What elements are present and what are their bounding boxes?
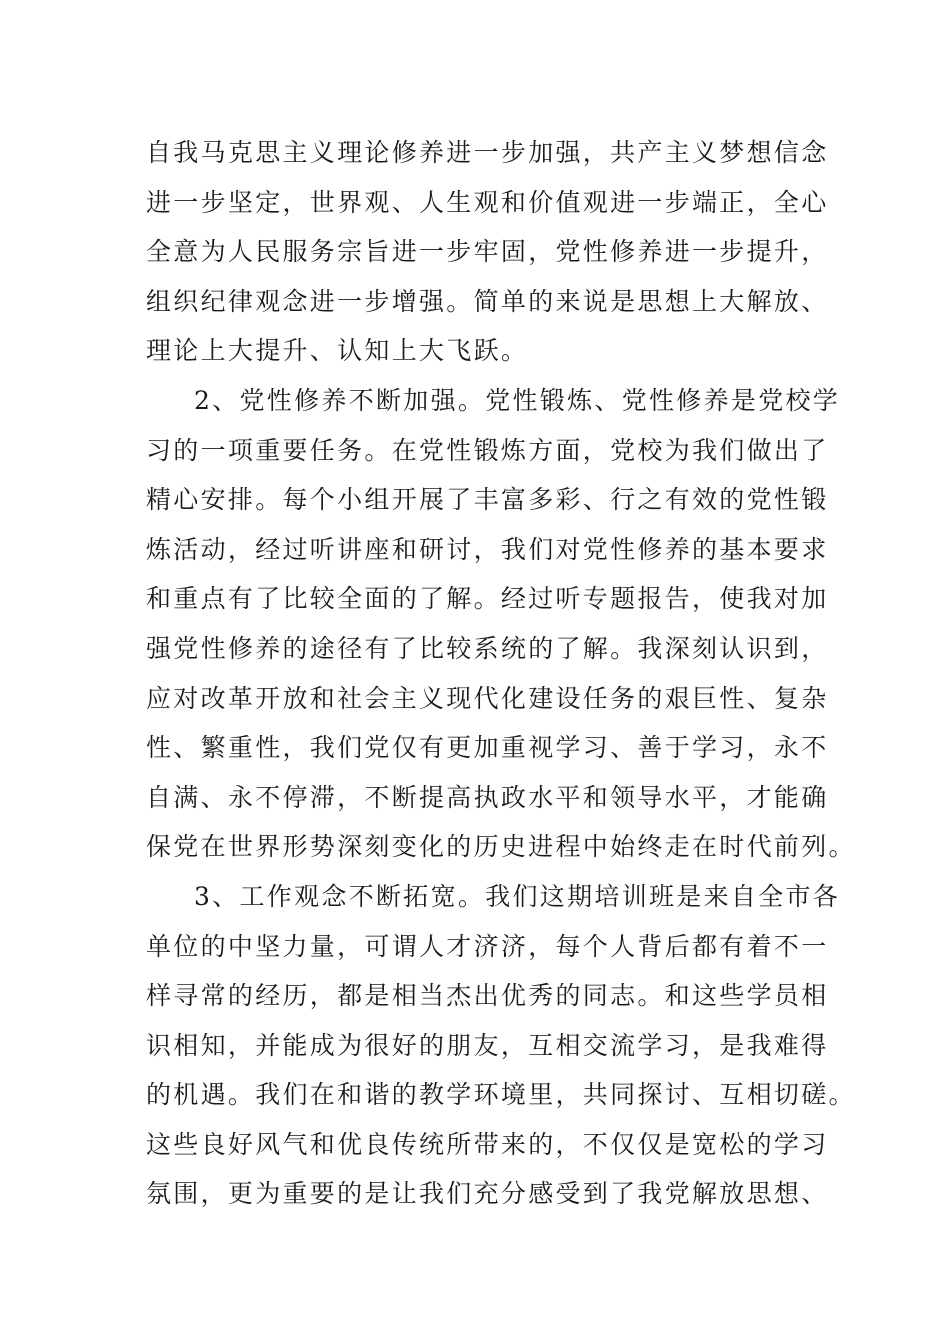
text-line: 氛围，更为重要的是让我们充分感受到了我党解放思想、 [146,1179,829,1209]
text-line: 组织纪律观念进一步增强。简单的来说是思想上大解放、 [146,286,829,316]
paragraph-3-first-line: 3、工作观念不断拓宽。我们这期培训班是来自全市各 [194,881,841,911]
text-line: 精心安排。每个小组开展了丰富多彩、行之有效的党性锻 [146,485,829,515]
text-line: 自我马克思主义理论修养进一步加强，共产主义梦想信念 [146,138,829,167]
text-line: 全意为人民服务宗旨进一步牢固，党性修养进一步提升， [146,237,829,267]
paragraph-2-first-line: 2、党性修养不断加强。党性锻炼、党性修养是党校学 [194,385,841,415]
text-line: 理论上大提升、认知上大飞跃。 [146,336,529,366]
text-line: 样寻常的经历，都是相当杰出优秀的同志。和这些学员相 [146,981,829,1011]
text-line: 保党在世界形势深刻变化的历史进程中始终走在时代前列。 [146,832,856,862]
text-line: 习的一项重要任务。在党性锻炼方面，党校为我们做出了 [146,435,829,465]
text-line: 应对改革开放和社会主义现代化建设任务的艰巨性、复杂 [146,683,829,713]
text-line: 性、繁重性，我们党仅有更加重视学习、善于学习，永不 [146,733,829,763]
text-line: 单位的中坚力量，可谓人才济济，每个人背后都有着不一 [146,931,829,961]
text-line: 识相知，并能成为很好的朋友，互相交流学习，是我难得 [146,1030,829,1060]
text-line: 炼活动，经过听讲座和研讨，我们对党性修养的基本要求 [146,534,829,564]
text-line: 的机遇。我们在和谐的教学环境里，共同探讨、互相切磋。 [146,1080,856,1110]
text-line: 进一步坚定，世界观、人生观和价值观进一步端正，全心 [146,187,829,217]
text-line: 自满、永不停滞，不断提高执政水平和领导水平，才能确 [146,782,829,812]
text-line: 和重点有了比较全面的了解。经过听专题报告，使我对加 [146,584,829,614]
body-text [146,128,856,1219]
text-line: 强党性修养的途径有了比较系统的了解。我深刻认识到， [146,633,829,663]
text-line: 这些良好风气和优良传统所带来的，不仅仅是宽松的学习 [146,1129,829,1159]
